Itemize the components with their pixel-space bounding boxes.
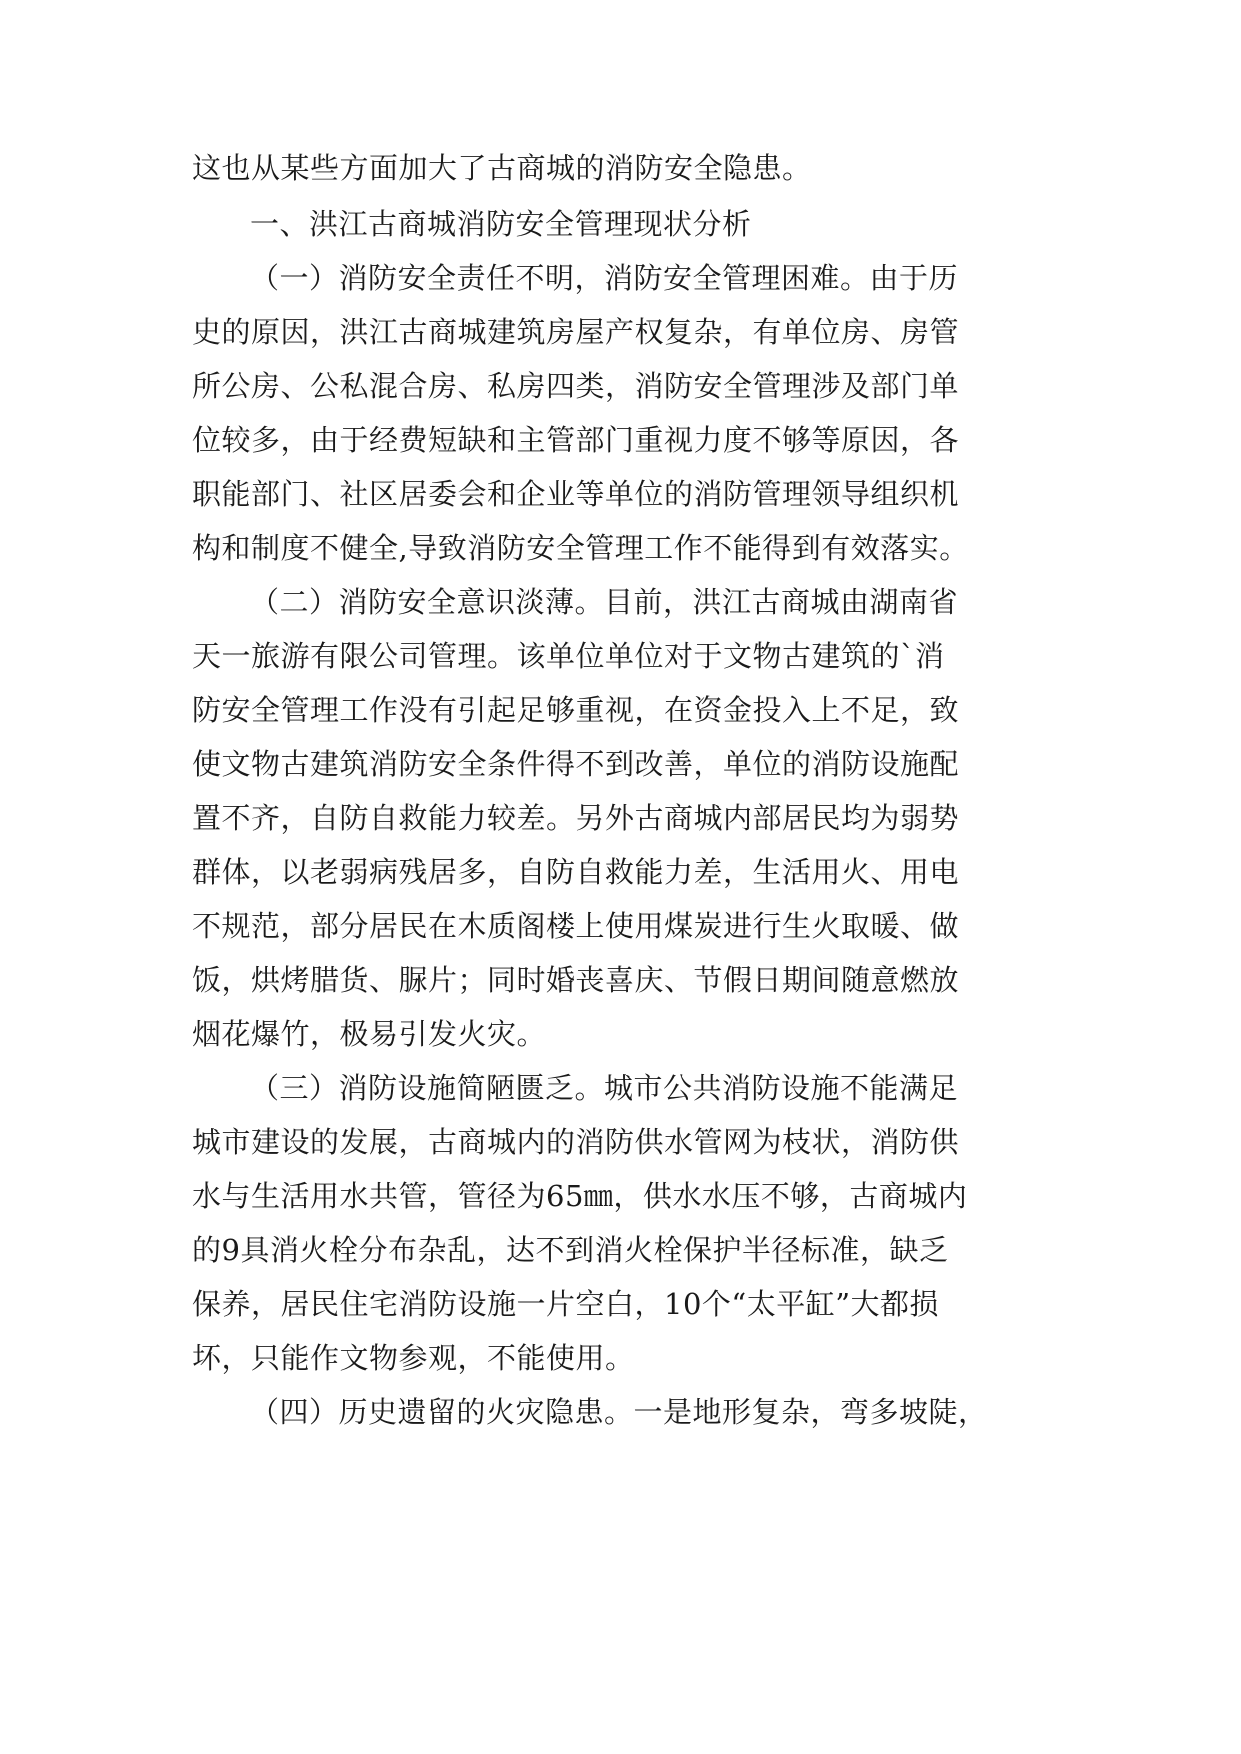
text-line-7: 职能部门、社区居委会和企业等单位的消防管理领导组织机 (192, 477, 960, 511)
text-line-12: 使文物古建筑消防安全条件得不到改善，单位的消防设施配 (192, 747, 960, 781)
text-line-3: （一）消防安全责任不明，消防安全管理困难。由于历 (250, 261, 959, 295)
section-heading: 一、洪江古商城消防安全管理现状分析 (250, 207, 752, 241)
text-line-24: （四）历史遗留的火灾隐患。一是地形复杂，弯多坡陡， (250, 1395, 988, 1429)
text-line-17: 烟花爆竹，极易引发火灾。 (192, 1017, 547, 1051)
text-line-5: 所公房、公私混合房、私房四类，消防安全管理涉及部门单 (192, 369, 960, 403)
text-line-16: 饭，烘烤腊货、脲片；同时婚丧喜庆、节假日期间随意燃放 (192, 963, 960, 997)
text-line-15: 不规范，部分居民在木质阁楼上使用煤炭进行生火取暖、做 (192, 909, 960, 943)
text-line-20: 水与生活用水共管，管径为65㎜，供水水压不够，古商城内 (192, 1179, 968, 1213)
text-line-13: 置不齐，自防自救能力较差。另外古商城内部居民均为弱势 (192, 801, 960, 835)
text-line-19: 城市建设的发展，古商城内的消防供水管网为枝状，消防供 (192, 1125, 960, 1159)
text-line-14: 群体，以老弱病残居多，自防自救能力差，生活用火、用电 (192, 855, 960, 889)
text-line-23: 坏，只能作文物参观，不能使用。 (192, 1341, 635, 1375)
text-line-1: 这也从某些方面加大了古商城的消防安全隐患。 (192, 151, 812, 185)
text-line-6: 位较多，由于经费短缺和主管部门重视力度不够等原因，各 (192, 423, 960, 457)
text-line-9: （二）消防安全意识淡薄。目前，洪江古商城由湖南省 (250, 585, 959, 619)
text-line-18: （三）消防设施简陋匮乏。城市公共消防设施不能满足 (250, 1071, 959, 1105)
text-line-22: 保养，居民住宅消防设施一片空白，10个“太平缸”大都损 (192, 1287, 940, 1321)
text-line-4: 史的原因，洪江古商城建筑房屋产权复杂，有单位房、房管 (192, 315, 960, 349)
text-line-10: 天一旅游有限公司管理。该单位单位对于文物古建筑的`消 (192, 639, 945, 673)
text-line-11: 防安全管理工作没有引起足够重视，在资金投入上不足，致 (192, 693, 960, 727)
text-line-21: 的9具消火栓分布杂乱，达不到消火栓保护半径标准，缺乏 (192, 1233, 949, 1267)
text-line-8: 构和制度不健全,导致消防安全管理工作不能得到有效落实。 (192, 531, 969, 565)
